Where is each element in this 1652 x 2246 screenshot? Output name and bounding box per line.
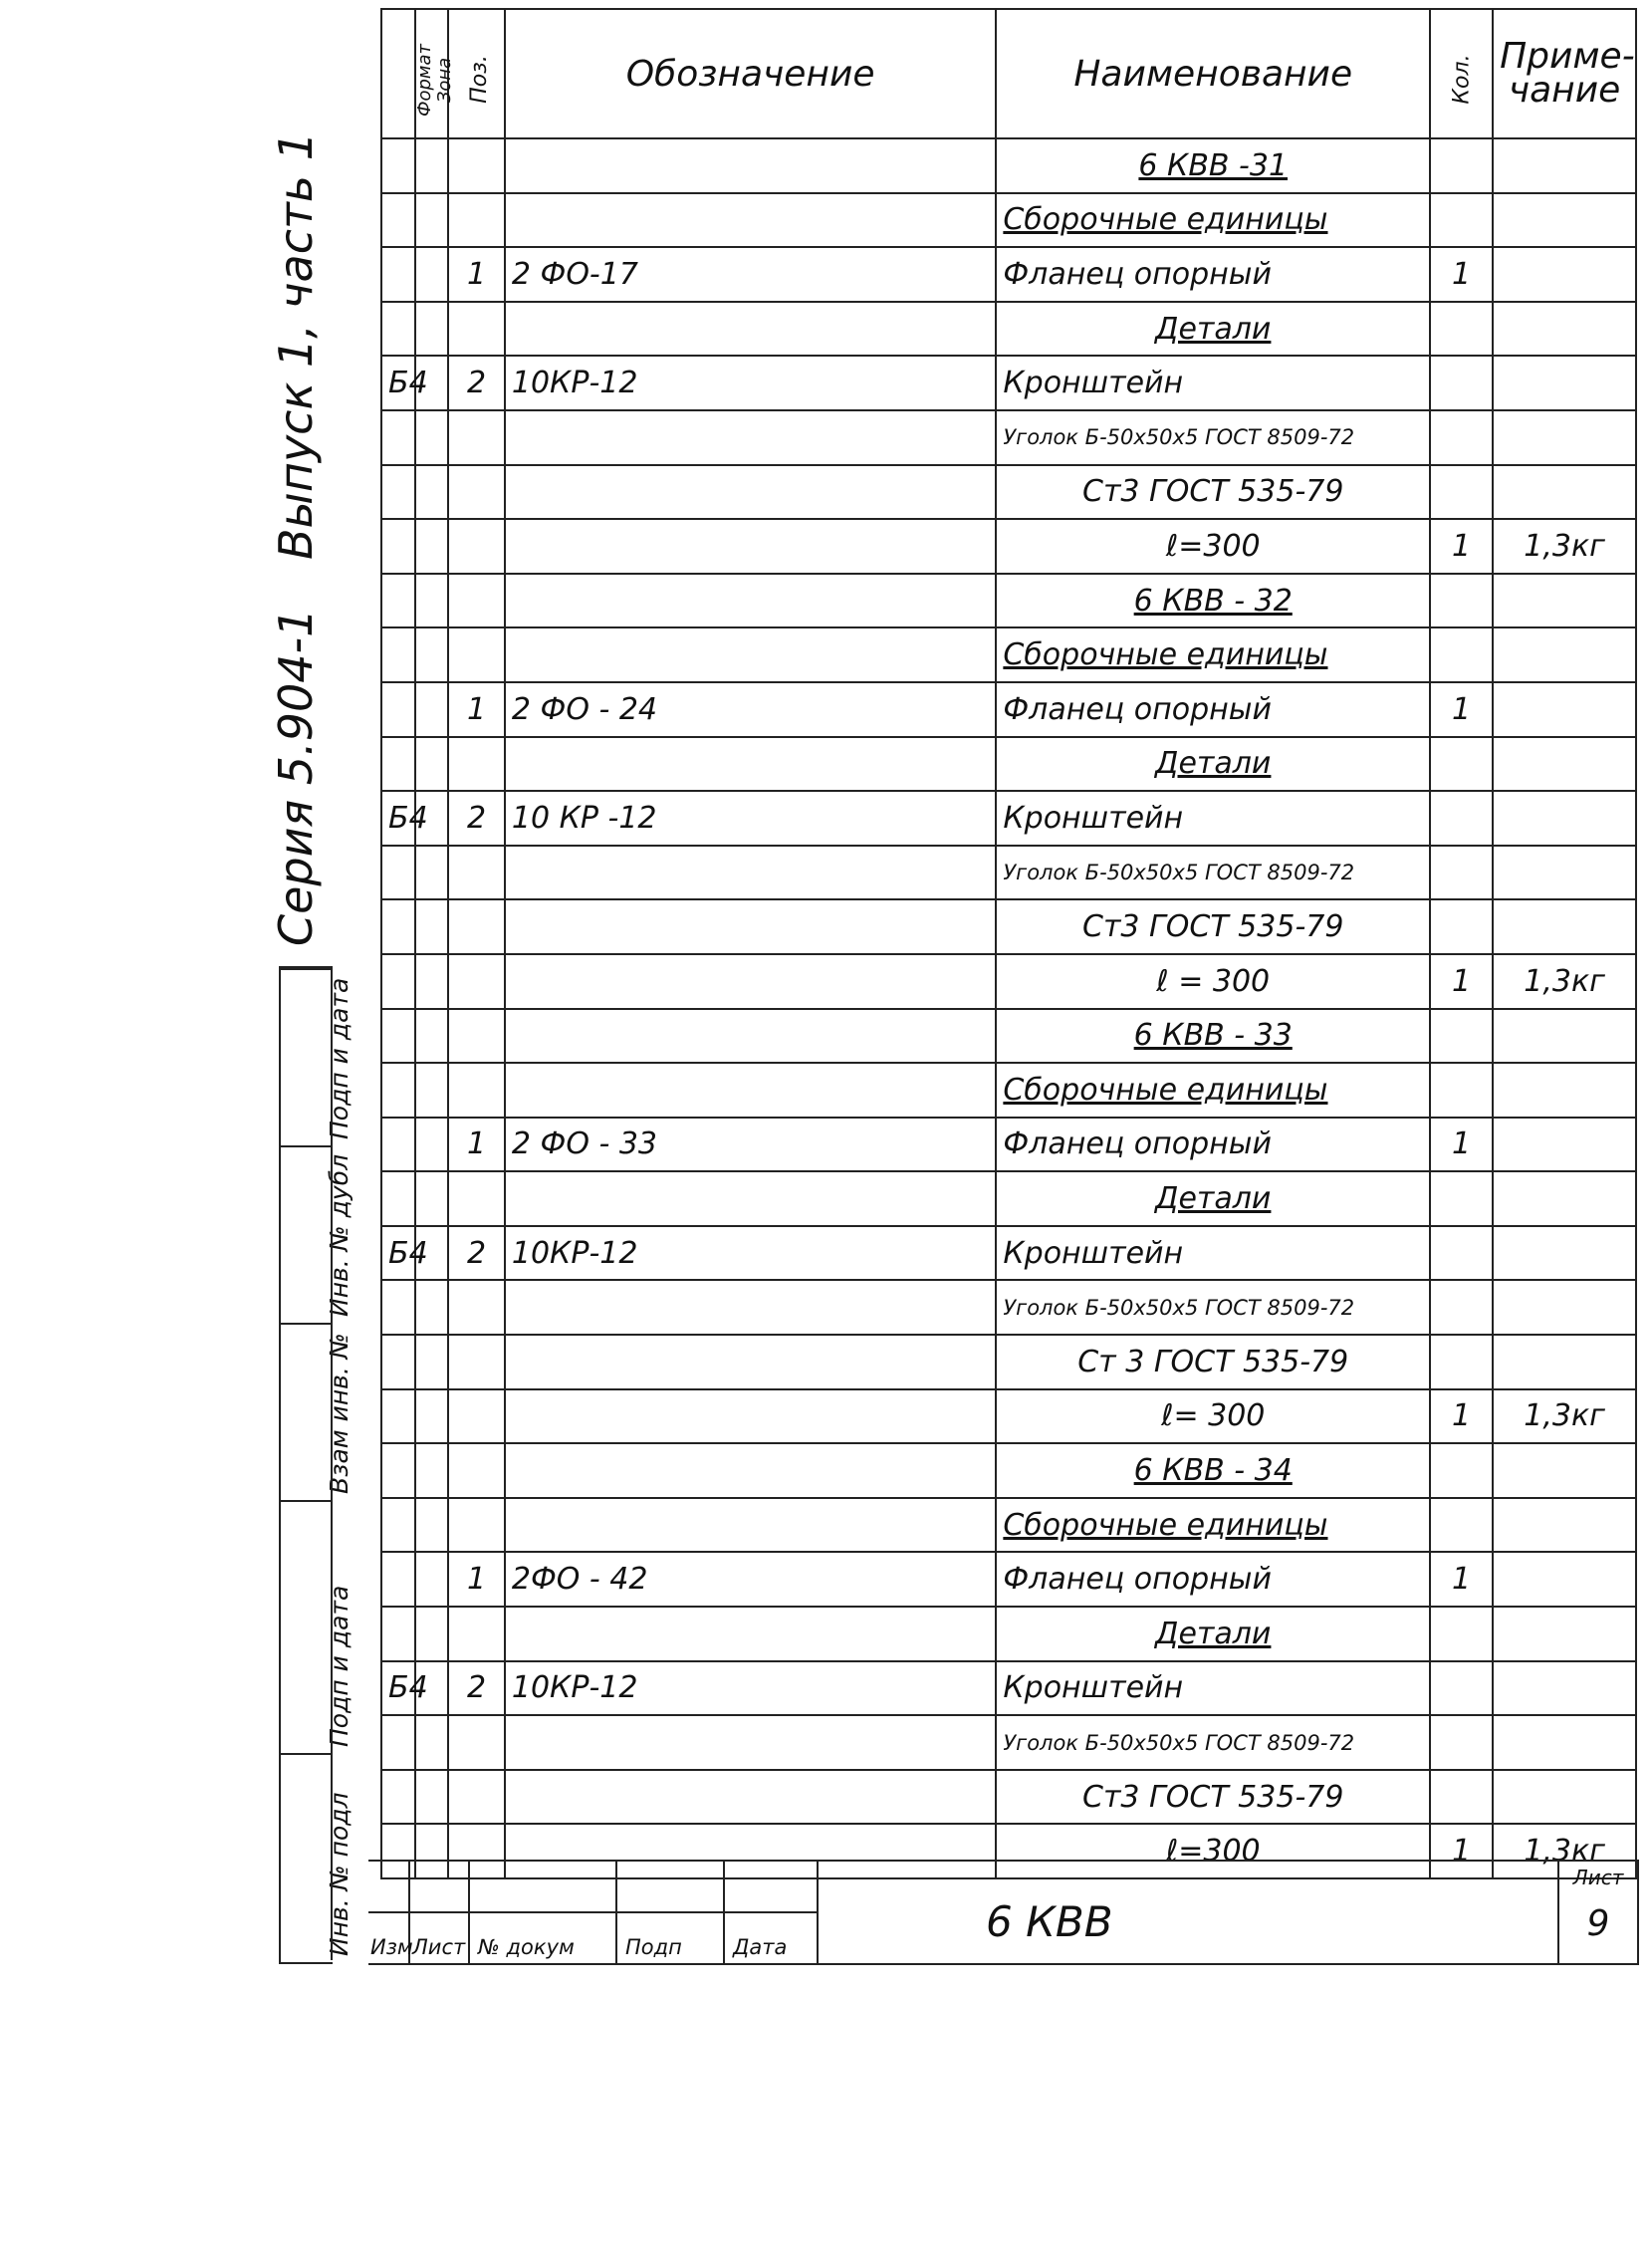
qty-cell: 1 <box>1430 1552 1493 1607</box>
qty-cell <box>1430 410 1493 465</box>
zone-cell <box>415 737 449 792</box>
note-cell <box>1493 682 1636 737</box>
zone-cell <box>415 519 449 574</box>
qty-cell <box>1430 138 1493 193</box>
note-cell <box>1493 1171 1636 1226</box>
position-cell <box>448 1063 505 1118</box>
format-cell <box>381 1389 415 1444</box>
note-cell <box>1493 1661 1636 1716</box>
qty-cell <box>1430 574 1493 628</box>
format-cell <box>381 1607 415 1661</box>
format-cell <box>381 138 415 193</box>
qty-cell: 1 <box>1430 247 1493 302</box>
position-cell <box>448 1498 505 1553</box>
table-row <box>381 247 1636 302</box>
format-cell <box>381 682 415 737</box>
name-cell: Ст3 ГОСТ 535-79 <box>996 1770 1430 1825</box>
qty-cell <box>1430 1171 1493 1226</box>
table-row <box>381 1770 1636 1825</box>
zone-cell <box>415 1389 449 1444</box>
qty-cell <box>1430 1280 1493 1335</box>
format-cell <box>381 410 415 465</box>
table-row <box>381 1171 1636 1226</box>
note-cell <box>1493 1118 1636 1172</box>
designation-cell <box>505 1009 996 1064</box>
note-cell <box>1493 356 1636 410</box>
qty-cell: 1 <box>1430 682 1493 737</box>
note-cell <box>1493 465 1636 520</box>
name-cell: Фланец опорный <box>996 1552 1430 1607</box>
side-stamp-segment <box>281 1145 354 1325</box>
table-row <box>381 1118 1636 1172</box>
side-stamp-label: Инв. № дубл <box>325 1153 354 1317</box>
note-cell <box>1493 846 1636 900</box>
table-row <box>381 138 1636 193</box>
name-cell: Кронштейн <box>996 1661 1430 1716</box>
name-cell: Уголок Б-50х50х5 ГОСТ 8509-72 <box>996 1280 1430 1335</box>
tb-col-izm: Изм <box>368 1862 410 1963</box>
name-cell: Фланец опорный <box>996 247 1430 302</box>
qty-cell: 1 <box>1430 954 1493 1009</box>
table-row <box>381 1443 1636 1498</box>
zone-cell <box>415 410 449 465</box>
designation-cell <box>505 465 996 520</box>
zone-cell <box>415 1552 449 1607</box>
name-cell: Сборочные единицы <box>996 1063 1430 1118</box>
format-cell: Б4 <box>381 356 415 410</box>
side-stamp-segment <box>281 1323 354 1502</box>
col-format: Формат <box>381 9 415 138</box>
qty-cell: 1 <box>1430 1118 1493 1172</box>
format-cell: Б4 <box>381 1226 415 1281</box>
position-cell: 1 <box>448 1552 505 1607</box>
position-cell <box>448 1335 505 1389</box>
format-cell: Б4 <box>381 1661 415 1716</box>
designation-cell <box>505 1607 996 1661</box>
format-cell <box>381 846 415 900</box>
note-cell <box>1493 302 1636 357</box>
note-cell <box>1493 737 1636 792</box>
side-stamp-label: Подп и дата <box>325 977 354 1139</box>
position-cell <box>448 1443 505 1498</box>
tb-col-list: Лист <box>410 1862 470 1963</box>
side-stamp-label: Взам инв. № <box>325 1333 354 1494</box>
note-cell <box>1493 574 1636 628</box>
name-cell: Уголок Б-50х50х5 ГОСТ 8509-72 <box>996 846 1430 900</box>
name-cell: Детали <box>996 1607 1430 1661</box>
format-cell: Б4 <box>381 791 415 846</box>
side-stamp-segment <box>281 1753 354 1964</box>
position-cell <box>448 465 505 520</box>
col-qty: Кол. <box>1430 9 1493 138</box>
tb-col-doc: № докум <box>470 1862 617 1963</box>
format-cell <box>381 954 415 1009</box>
sheet-number: 9 <box>1586 1903 1610 1944</box>
name-cell: Уголок Б-50х50х5 ГОСТ 8509-72 <box>996 410 1430 465</box>
position-cell <box>448 1009 505 1064</box>
name-cell: Детали <box>996 737 1430 792</box>
note-cell <box>1493 138 1636 193</box>
qty-cell <box>1430 1063 1493 1118</box>
zone-cell <box>415 1280 449 1335</box>
table-row <box>381 1226 1636 1281</box>
tb-col-sign: Подп <box>617 1862 725 1963</box>
position-cell <box>448 954 505 1009</box>
format-cell <box>381 899 415 954</box>
designation-cell <box>505 1280 996 1335</box>
table-row <box>381 1552 1636 1607</box>
format-cell <box>381 1498 415 1553</box>
note-cell <box>1493 1552 1636 1607</box>
side-stamp-label: Инв. № подл <box>325 1792 354 1956</box>
table-row <box>381 465 1636 520</box>
format-cell <box>381 627 415 682</box>
zone-cell <box>415 846 449 900</box>
table-row <box>381 627 1636 682</box>
designation-cell: 2 ФО - 33 <box>505 1118 996 1172</box>
qty-cell: 1 <box>1430 1824 1493 1878</box>
position-cell <box>448 737 505 792</box>
table-row <box>381 1063 1636 1118</box>
designation-cell <box>505 1335 996 1389</box>
name-cell: ℓ = 300 <box>996 954 1430 1009</box>
designation-cell: 2 ФО - 24 <box>505 682 996 737</box>
table-row <box>381 410 1636 465</box>
table-row <box>381 1715 1636 1770</box>
series-text: Серия 5.904-1 <box>269 608 323 946</box>
note-cell <box>1493 410 1636 465</box>
table-row <box>381 1009 1636 1064</box>
side-stamp-label: Подп и дата <box>325 1585 354 1747</box>
table-row <box>381 954 1636 1009</box>
table-row <box>381 1280 1636 1335</box>
zone-cell <box>415 1607 449 1661</box>
name-cell: Кронштейн <box>996 356 1430 410</box>
table-row <box>381 356 1636 410</box>
table-row <box>381 1661 1636 1716</box>
position-cell: 1 <box>448 682 505 737</box>
qty-cell <box>1430 356 1493 410</box>
format-cell <box>381 465 415 520</box>
note-cell: 1,3кг <box>1493 954 1636 1009</box>
name-cell: Ст 3 ГОСТ 535-79 <box>996 1335 1430 1389</box>
name-cell: Детали <box>996 302 1430 357</box>
name-cell: Фланец опорный <box>996 1118 1430 1172</box>
name-cell: Сборочные единицы <box>996 627 1430 682</box>
position-cell: 2 <box>448 1226 505 1281</box>
table-row <box>381 1607 1636 1661</box>
sheet-label: Лист <box>1572 1866 1624 1889</box>
tb-col-date: Дата <box>725 1862 819 1963</box>
col-note-label: Приме- чание <box>1500 36 1635 111</box>
zone-cell <box>415 627 449 682</box>
name-cell: Кронштейн <box>996 791 1430 846</box>
table-row <box>381 193 1636 248</box>
position-cell <box>448 138 505 193</box>
name-cell: Сборочные единицы <box>996 1498 1430 1553</box>
note-cell: 1,3кг <box>1493 519 1636 574</box>
zone-cell <box>415 1171 449 1226</box>
qty-cell: 1 <box>1430 519 1493 574</box>
format-cell <box>381 1171 415 1226</box>
name-cell: ℓ= 300 <box>996 1389 1430 1444</box>
qty-cell <box>1430 899 1493 954</box>
col-name: Наименование <box>996 9 1430 138</box>
table-row <box>381 302 1636 357</box>
format-cell <box>381 574 415 628</box>
name-cell: Фланец опорный <box>996 682 1430 737</box>
qty-cell <box>1430 1715 1493 1770</box>
zone-cell <box>415 1443 449 1498</box>
designation-cell: 2 ФО-17 <box>505 247 996 302</box>
format-cell <box>381 1443 415 1498</box>
name-cell: 6 КВВ - 33 <box>996 1009 1430 1064</box>
note-cell <box>1493 1770 1636 1825</box>
designation-cell <box>505 846 996 900</box>
note-cell <box>1493 627 1636 682</box>
position-cell <box>448 1607 505 1661</box>
position-cell <box>448 1715 505 1770</box>
table-row <box>381 1389 1636 1444</box>
format-cell <box>381 1335 415 1389</box>
designation-cell: 2ФО - 42 <box>505 1552 996 1607</box>
qty-cell <box>1430 791 1493 846</box>
name-cell: Ст3 ГОСТ 535-79 <box>996 899 1430 954</box>
zone-cell <box>415 1335 449 1389</box>
qty-cell <box>1430 1009 1493 1064</box>
designation-cell <box>505 1498 996 1553</box>
note-cell <box>1493 1226 1636 1281</box>
zone-cell <box>415 682 449 737</box>
designation-cell <box>505 519 996 574</box>
designation-cell <box>505 954 996 1009</box>
designation-cell <box>505 1715 996 1770</box>
note-cell <box>1493 1498 1636 1553</box>
zone-cell <box>415 1063 449 1118</box>
qty-cell <box>1430 1607 1493 1661</box>
format-cell <box>381 519 415 574</box>
designation-cell <box>505 1063 996 1118</box>
name-cell: 6 КВВ -31 <box>996 138 1430 193</box>
side-stamp-segment <box>281 1500 354 1755</box>
name-cell: 6 КВВ - 32 <box>996 574 1430 628</box>
table-row <box>381 899 1636 954</box>
table-row <box>381 682 1636 737</box>
format-cell <box>381 302 415 357</box>
position-cell <box>448 627 505 682</box>
designation-cell <box>505 737 996 792</box>
note-cell <box>1493 1443 1636 1498</box>
zone-cell <box>415 1118 449 1172</box>
name-cell: Уголок Б-50х50х5 ГОСТ 8509-72 <box>996 1715 1430 1770</box>
zone-cell <box>415 193 449 248</box>
designation-cell: 10КР-12 <box>505 1661 996 1716</box>
document-code: 6 КВВ <box>986 1897 1113 1946</box>
designation-cell: 10 КР -12 <box>505 791 996 846</box>
note-cell <box>1493 1715 1636 1770</box>
table-row <box>381 1335 1636 1389</box>
qty-cell <box>1430 737 1493 792</box>
note-cell: 1,3кг <box>1493 1824 1636 1878</box>
zone-cell <box>415 574 449 628</box>
zone-cell <box>415 247 449 302</box>
position-cell: 2 <box>448 791 505 846</box>
position-cell <box>448 574 505 628</box>
zone-cell <box>415 1009 449 1064</box>
position-cell <box>448 899 505 954</box>
specification-table <box>380 8 1637 1879</box>
col-zone: Зона <box>415 9 449 138</box>
designation-cell <box>505 1443 996 1498</box>
position-cell <box>448 1389 505 1444</box>
table-row <box>381 519 1636 574</box>
qty-cell <box>1430 1226 1493 1281</box>
format-cell <box>381 1009 415 1064</box>
qty-cell <box>1430 465 1493 520</box>
position-cell <box>448 1280 505 1335</box>
position-cell <box>448 302 505 357</box>
table-row <box>381 574 1636 628</box>
position-cell: 2 <box>448 1661 505 1716</box>
qty-cell <box>1430 193 1493 248</box>
zone-cell <box>415 1770 449 1825</box>
format-cell <box>381 1280 415 1335</box>
zone-cell <box>415 465 449 520</box>
designation-cell <box>505 1171 996 1226</box>
name-cell: ℓ=300 <box>996 1824 1430 1878</box>
designation-cell <box>505 1770 996 1825</box>
format-cell <box>381 1715 415 1770</box>
designation-cell <box>505 574 996 628</box>
qty-cell <box>1430 1443 1493 1498</box>
position-cell <box>448 1770 505 1825</box>
format-cell <box>381 1063 415 1118</box>
table-row <box>381 791 1636 846</box>
position-cell <box>448 410 505 465</box>
name-cell: 6 КВВ - 34 <box>996 1443 1430 1498</box>
format-cell <box>381 193 415 248</box>
designation-cell <box>505 302 996 357</box>
designation-cell <box>505 193 996 248</box>
qty-cell: 1 <box>1430 1389 1493 1444</box>
position-cell <box>448 519 505 574</box>
qty-cell <box>1430 1335 1493 1389</box>
designation-cell <box>505 138 996 193</box>
series-caption <box>269 98 323 946</box>
name-cell: Детали <box>996 1171 1430 1226</box>
position-cell: 1 <box>448 247 505 302</box>
format-cell <box>381 737 415 792</box>
position-cell <box>448 846 505 900</box>
table-header <box>381 9 1636 138</box>
position-cell: 1 <box>448 1118 505 1172</box>
designation-cell: 10КР-12 <box>505 356 996 410</box>
name-cell: ℓ=300 <box>996 519 1430 574</box>
side-stamp-box <box>279 966 354 1964</box>
qty-cell <box>1430 846 1493 900</box>
note-cell <box>1493 247 1636 302</box>
note-cell <box>1493 899 1636 954</box>
qty-cell <box>1430 1661 1493 1716</box>
col-pos: Поз. <box>448 9 505 138</box>
col-note <box>1493 9 1636 138</box>
qty-cell <box>1430 302 1493 357</box>
zone-cell <box>415 1498 449 1553</box>
zone-cell <box>415 302 449 357</box>
qty-cell <box>1430 1770 1493 1825</box>
table-row <box>381 846 1636 900</box>
note-cell <box>1493 193 1636 248</box>
title-block <box>368 1860 1639 1965</box>
sheet-box <box>1557 1862 1637 1963</box>
issue-text: Выпуск 1, часть 1 <box>269 131 323 560</box>
note-cell <box>1493 791 1636 846</box>
zone-cell <box>415 138 449 193</box>
format-cell <box>381 247 415 302</box>
table-row <box>381 1498 1636 1553</box>
format-cell <box>381 1770 415 1825</box>
qty-cell <box>1430 1498 1493 1553</box>
zone-cell <box>415 899 449 954</box>
col-designation: Обозначение <box>505 9 996 138</box>
qty-cell <box>1430 627 1493 682</box>
designation-cell <box>505 410 996 465</box>
note-cell <box>1493 1063 1636 1118</box>
designation-cell: 10КР-12 <box>505 1226 996 1281</box>
note-cell <box>1493 1335 1636 1389</box>
designation-cell <box>505 627 996 682</box>
zone-cell <box>415 954 449 1009</box>
position-cell: 2 <box>448 356 505 410</box>
position-cell <box>448 193 505 248</box>
side-stamp-segment <box>281 968 354 1147</box>
note-cell: 1,3кг <box>1493 1389 1636 1444</box>
designation-cell <box>505 899 996 954</box>
format-cell <box>381 1552 415 1607</box>
name-cell: Кронштейн <box>996 1226 1430 1281</box>
zone-cell <box>415 1715 449 1770</box>
position-cell <box>448 1171 505 1226</box>
designation-cell <box>505 1389 996 1444</box>
side-stamp-divider <box>331 966 382 1960</box>
name-cell: Сборочные единицы <box>996 193 1430 248</box>
table-row <box>381 737 1636 792</box>
format-cell <box>381 1118 415 1172</box>
note-cell <box>1493 1607 1636 1661</box>
note-cell <box>1493 1280 1636 1335</box>
name-cell: Ст3 ГОСТ 535-79 <box>996 465 1430 520</box>
note-cell <box>1493 1009 1636 1064</box>
